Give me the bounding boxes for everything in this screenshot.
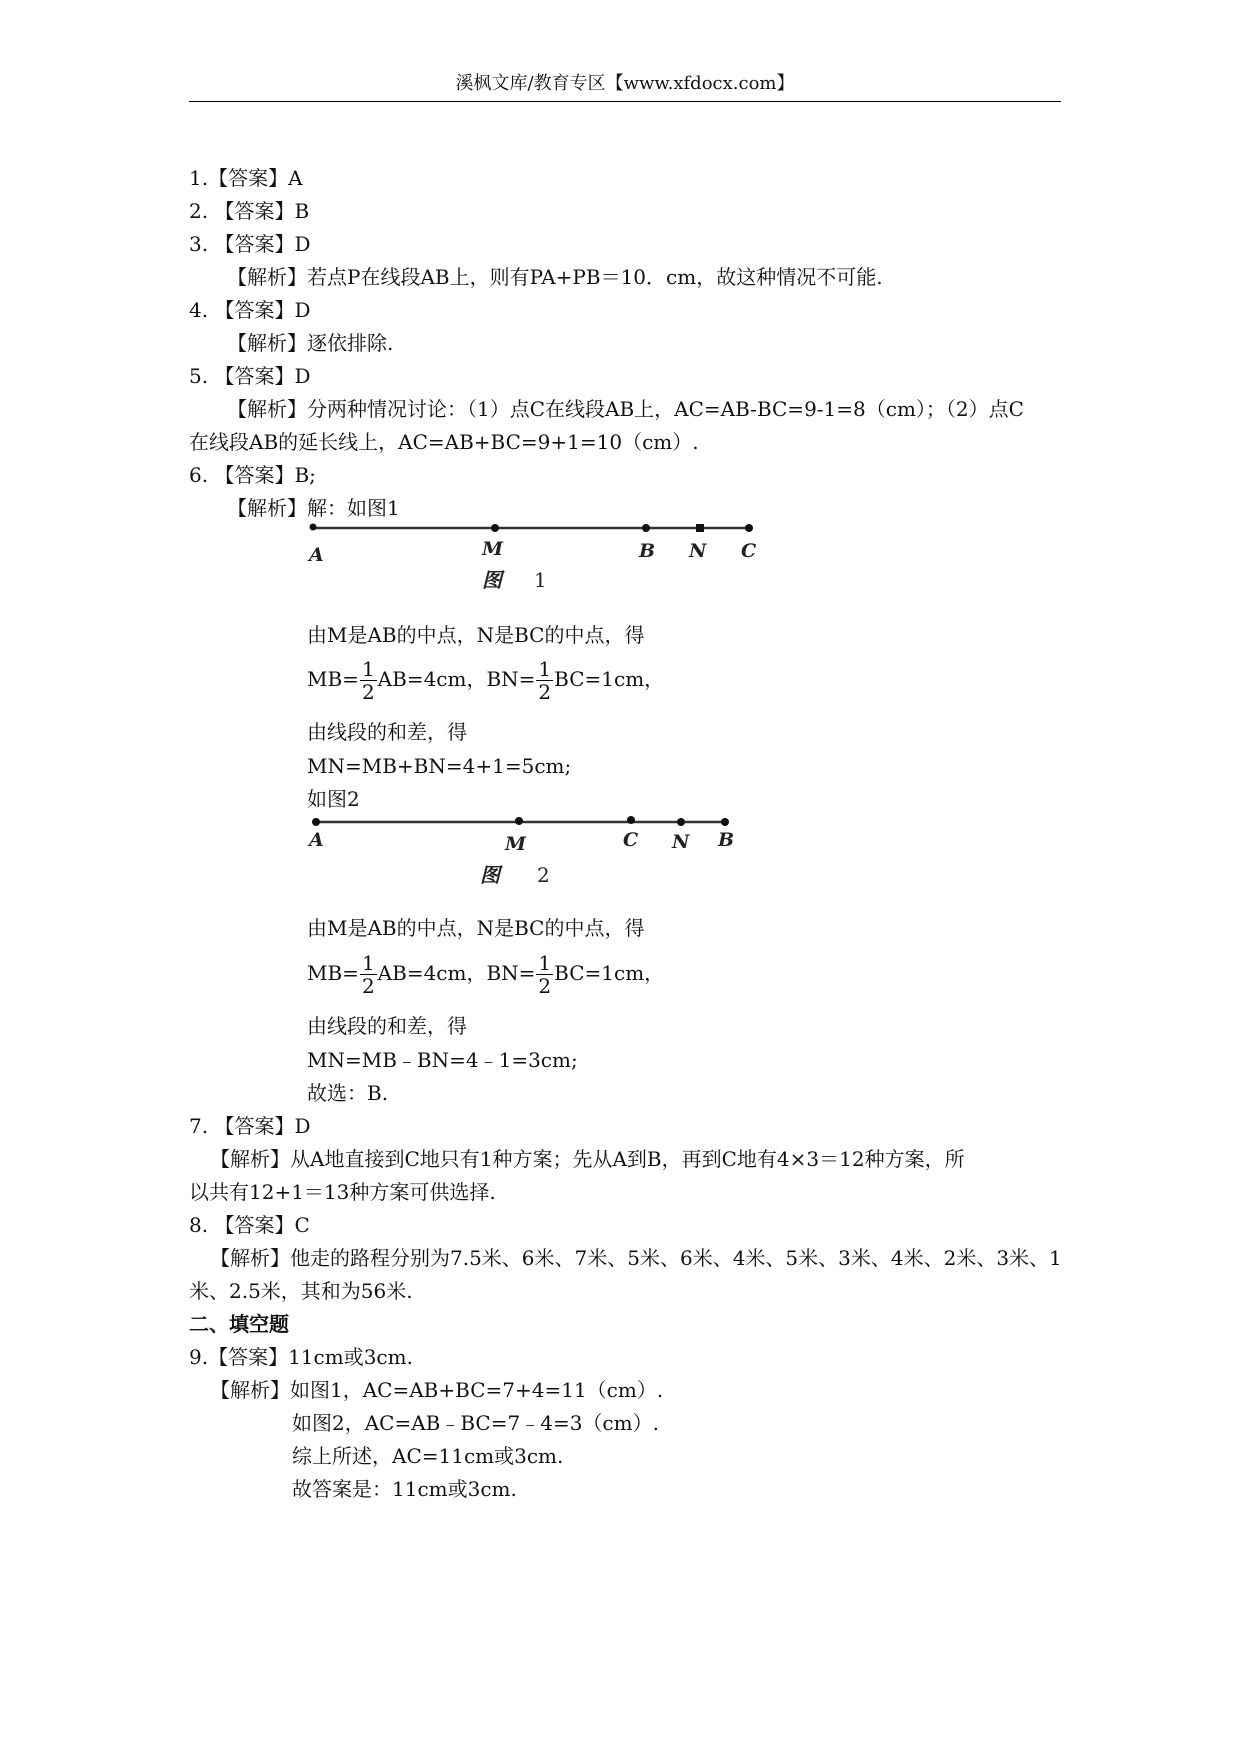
fig1-text-4: MN=MB+BN=4+1=5cm; xyxy=(307,754,572,778)
answer-8: 8. 【答案】C xyxy=(189,1213,310,1237)
section-heading-fill-blank: 二、填空题 xyxy=(189,1312,289,1336)
explanation-9-line4: 故答案是：11cm或3cm. xyxy=(292,1477,517,1501)
figure-1-point-n xyxy=(696,524,704,532)
fraction-half-2: $\frac{1}{2}$ xyxy=(538,657,552,704)
figure-2-label-c: C xyxy=(623,829,639,851)
fig2-formula xyxy=(307,952,664,997)
explanation-5-line2: 在线段AB的延长线上，AC=AB+BC=9+1=10（cm）. xyxy=(189,430,699,454)
answer-9: 9.【答案】11cm或3cm. xyxy=(189,1345,413,1369)
explanation-8-line2: 米、2.5米，其和为56米. xyxy=(189,1279,413,1303)
figure-2-caption-number: 2 xyxy=(537,863,550,887)
answer-7: 7. 【答案】D xyxy=(189,1114,311,1138)
explanation-8-line1: 【解析】他走的路程分别为7.5米、6米、7米、5米、6米、4米、5米、3米、4米、2米、3米、1 xyxy=(210,1246,1062,1270)
figure-2-label-a: A xyxy=(309,829,324,851)
figure-1-point-m xyxy=(491,524,499,532)
figure-2-point-m xyxy=(515,817,523,825)
formula-mb-value-2: AB=4cm，BN= xyxy=(377,961,536,985)
fraction-half-1: $\frac{1}{2}$ xyxy=(361,657,375,704)
answer-5: 5. 【答案】D xyxy=(189,364,311,388)
explanation-9-line2: 如图2，AC=AB﹣BC=7﹣4=3（cm）. xyxy=(292,1411,659,1435)
figure-1-caption-number: 1 xyxy=(534,568,547,592)
formula-bn-value-2: BC=1cm， xyxy=(554,961,665,985)
figure-1-point-b xyxy=(642,524,650,532)
fraction-half-4: $\frac{1}{2}$ xyxy=(538,951,552,998)
figure-2-point-b xyxy=(721,818,729,826)
explanation-5-line1: 【解析】分两种情况讨论：（1）点C在线段AB上，AC=AB-BC=9-1=8（cm）；（2）点C xyxy=(227,397,1024,421)
answer-4: 4. 【答案】D xyxy=(189,298,311,322)
explanation-6: 【解析】解：如图1 xyxy=(227,496,400,520)
fig1-formula xyxy=(307,658,664,703)
fig2-text-3: 由线段的和差，得 xyxy=(307,1014,467,1038)
figure-2-label-n: N xyxy=(672,831,690,853)
figure-1-label-b: B xyxy=(639,540,656,562)
fig2-text-4: MN=MB﹣BN=4﹣1=3cm; xyxy=(307,1048,578,1072)
figure-2-point-a xyxy=(312,818,320,826)
formula-mb-label-2: MB= xyxy=(307,961,359,985)
figure-1-point-c xyxy=(745,524,753,532)
fig1-text-5: 如图2 xyxy=(307,787,360,811)
fig1-text-3: 由线段的和差，得 xyxy=(307,720,467,744)
formula-bn-value: BC=1cm， xyxy=(554,667,665,691)
fig2-text-5: 故选：B. xyxy=(307,1081,389,1105)
fraction-half-3: $\frac{1}{2}$ xyxy=(361,951,375,998)
formula-mb-label: MB= xyxy=(307,667,359,691)
explanation-7-line1: 【解析】从A地直接到C地只有1种方案；先从A到B，再到C地有4×3＝12种方案，所 xyxy=(210,1147,965,1171)
figure-1-label-n: N xyxy=(689,540,707,562)
fig1-text-1: 由M是AB的中点，N是BC的中点，得 xyxy=(307,623,645,647)
explanation-7-line2: 以共有12+1＝13种方案可供选择. xyxy=(189,1180,496,1204)
formula-mb-value: AB=4cm，BN= xyxy=(377,667,536,691)
figure-1-label-a: A xyxy=(309,544,324,566)
answer-6: 6. 【答案】B; xyxy=(189,463,316,487)
explanation-9-line3: 综上所述，AC=11cm或3cm. xyxy=(292,1444,564,1468)
explanation-3: 【解析】若点P在线段AB上，则有PA+PB＝10．cm，故这种情况不可能. xyxy=(227,265,883,289)
figure-2-label-b: B xyxy=(718,829,735,851)
page-header: 溪枫文库/教育专区【www.xfdocx.com】 xyxy=(189,70,1061,102)
figure-2 xyxy=(300,808,780,908)
figure-1-label-m: M xyxy=(482,538,504,560)
figure-1-label-c: C xyxy=(741,540,757,562)
explanation-9-line1: 【解析】如图1，AC=AB+BC=7+4=11（cm）. xyxy=(210,1378,664,1402)
figure-1-point-a xyxy=(310,524,317,531)
answer-2: 2. 【答案】B xyxy=(189,199,310,223)
figure-2-caption: 图 xyxy=(480,863,500,887)
answer-1: 1.【答案】A xyxy=(189,166,303,190)
answer-3: 3. 【答案】D xyxy=(189,232,311,256)
figure-2-point-c xyxy=(627,816,635,824)
explanation-4: 【解析】逐依排除. xyxy=(227,331,394,355)
fig2-text-1: 由M是AB的中点，N是BC的中点，得 xyxy=(307,916,645,940)
figure-1 xyxy=(300,515,780,615)
figure-2-label-m: M xyxy=(505,833,527,855)
figure-1-caption: 图 xyxy=(482,568,502,592)
figure-2-point-n xyxy=(677,818,685,826)
